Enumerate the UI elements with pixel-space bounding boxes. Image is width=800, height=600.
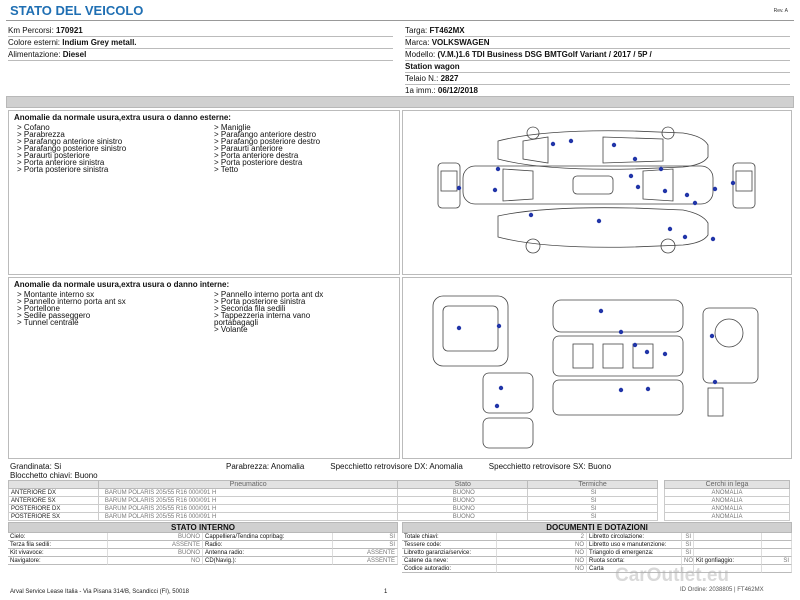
list-item: > Parafango posteriore sinistro (17, 144, 127, 153)
vehicle-info-left (8, 25, 393, 61)
external-damage-panel (8, 110, 400, 275)
grid-cell: CD(Navig.): (203, 557, 333, 565)
list-item: > Volante (214, 325, 248, 334)
list-item: > Maniglie (214, 123, 251, 132)
list-item: > Pannello interno porta ant dx (214, 290, 324, 299)
revision-label: Rev. A (773, 8, 788, 14)
internal-damage-col1 (17, 291, 214, 333)
imm-value: 06/12/2018 (437, 86, 478, 95)
km-row: Km Percorsi: 170921 (8, 25, 393, 37)
list-item: > Tunnel centrale (17, 318, 79, 327)
modello-row: Modello: (V.M.)1.6 TDI Business DSG BMTGolf Variant / 2017 / 5P / (405, 49, 790, 61)
grid-cell: NO (108, 557, 203, 565)
stato-interno-block (8, 522, 398, 565)
grid-cell: Cielo: (8, 533, 108, 541)
damage-dot (633, 343, 637, 347)
table-row: ANOMALIA (665, 505, 790, 513)
damage-dot (685, 193, 689, 197)
list-item: > Tetto (214, 165, 239, 174)
external-damage-list (9, 122, 399, 173)
specchio-dx-status: Specchietto retrovisore DX: Anomalia (330, 462, 463, 471)
grid-cell: Ruota scorta: (587, 557, 682, 565)
grid-cell: Tessere code: (402, 541, 497, 549)
list-item: > Porta posteriore destra (214, 158, 303, 167)
list-item: > Parafango anteriore sinistro (17, 137, 123, 146)
list-item: > Parabrezza (17, 130, 65, 139)
table-row: ANTERIORE SX BARUM POLARIS 205/55 R16 000/091 H BUONO SI (9, 497, 658, 505)
grid-cell: SI (682, 541, 694, 549)
documenti-block (402, 522, 792, 573)
list-item: > Paraurti anteriore (214, 144, 283, 153)
damage-dot (711, 237, 715, 241)
grid-cell: Totale chiavi: (402, 533, 497, 541)
damage-dot (619, 388, 623, 392)
grid-cell (762, 533, 792, 541)
grid-cell: Kit gonfiaggio: (694, 557, 762, 565)
list-item: > Portellone (17, 304, 60, 313)
grid-cell: ASSENTE (333, 557, 398, 565)
damage-dot (663, 352, 667, 356)
damage-dot (668, 227, 672, 231)
list-item: > Sedile passeggero (17, 311, 91, 320)
telaio-row: Telaio N.: 2827 (405, 73, 790, 85)
grid-cell: Catene da neve: (402, 557, 497, 565)
modello-value-2: Station wagon (405, 62, 460, 71)
grid-cell: BUONO (108, 533, 203, 541)
fuel-value: Diesel (62, 50, 87, 59)
damage-dot (495, 404, 499, 408)
damage-dot (493, 188, 497, 192)
grid-cell: Cappelliera/Tendina copribag: (203, 533, 333, 541)
color-value: Indium Grey metall. (62, 38, 137, 47)
grid-cell (762, 565, 792, 573)
table-row: ANOMALIA (665, 497, 790, 505)
blocchetto-status: Blocchetto chiavi: Buono (10, 471, 98, 480)
list-item: > Parafango posteriore destro (214, 137, 321, 146)
list-item: > Montante interno sx (17, 290, 95, 299)
list-item: > Seconda fila sedili (214, 304, 286, 313)
internal-damage-panel (8, 277, 400, 459)
grid-cell: Libretto uso e manutenzione: (587, 541, 682, 549)
tyre-header: Pneumatico (98, 481, 397, 489)
vehicle-info-right (405, 25, 790, 97)
damage-dot (659, 167, 663, 171)
grid-cell: SI (762, 557, 792, 565)
damage-dot (693, 201, 697, 205)
grid-cell: NO (497, 557, 587, 565)
grid-cell: ASSENTE (333, 549, 398, 557)
table-row: ANOMALIA (665, 489, 790, 497)
grid-cell (694, 541, 762, 549)
grid-cell: SI (333, 541, 398, 549)
grid-cell: Navigatore: (8, 557, 108, 565)
specchio-sx-status: Specchietto retrovisore SX: Buono (488, 462, 612, 471)
grid-cell: Terza fila sedili: (8, 541, 108, 549)
damage-dot (645, 350, 649, 354)
damage-dot (633, 157, 637, 161)
damage-dot (683, 235, 687, 239)
damage-dot (646, 387, 650, 391)
grid-cell: BUONO (108, 549, 203, 557)
imm-row: 1a imm.: 06/12/2018 (405, 85, 790, 97)
header-divider (6, 20, 794, 21)
cerchi-header: Cerchi in lega (665, 481, 790, 489)
grid-cell: Radio: (203, 541, 333, 549)
grid-cell (694, 533, 762, 541)
car-interior-diagram (403, 278, 793, 460)
modello-value: (V.M.)1.6 TDI Business DSG BMTGolf Variant / 2017 / 5P / (437, 50, 652, 59)
parabrezza-status: Parabrezza: Anomalia (226, 462, 305, 471)
grid-cell (694, 549, 762, 557)
damage-dot (457, 326, 461, 330)
grid-cell: Codice autoradio: (402, 565, 497, 573)
stato-interno-title: STATO INTERNO (8, 522, 398, 533)
damage-dot (713, 187, 717, 191)
grid-cell: ASSENTE (108, 541, 203, 549)
grid-cell: NO (684, 558, 693, 564)
list-item: > Tappezzeria interna vano (214, 311, 311, 320)
grid-cell: NO (497, 549, 587, 557)
damage-dot (599, 309, 603, 313)
table-row: ANTERIORE DX BARUM POLARIS 205/55 R16 000/091 H BUONO SI (9, 489, 658, 497)
list-item: > Porta posteriore sinistra (17, 165, 109, 174)
internal-damage-list (9, 289, 399, 333)
documenti-grid (402, 533, 792, 573)
section-bar (6, 96, 794, 108)
table-row: ANOMALIA (665, 513, 790, 521)
targa-value: FT462MX (429, 26, 465, 35)
table-row: POSTERIORE SX BARUM POLARIS 205/55 R16 000/091 H BUONO SI (9, 513, 658, 521)
grid-cell: 2 (497, 533, 587, 541)
damage-dot (569, 139, 573, 143)
fuel-row: Alimentazione: Diesel (8, 49, 393, 61)
grandinata: Grandinata: Si (10, 462, 62, 471)
damage-dot (636, 185, 640, 189)
summary-block (10, 462, 790, 480)
cerchi-table (664, 480, 790, 521)
damage-dot (499, 386, 503, 390)
documenti-title: DOCUMENTI E DOTAZIONI (402, 522, 792, 533)
telaio-value: 2827 (440, 74, 459, 83)
damage-dot (457, 186, 461, 190)
damage-dot (710, 334, 714, 338)
list-item: > Paraurti posteriore (17, 151, 90, 160)
grid-cell: Kit vivavoce: (8, 549, 108, 557)
list-item: > Parafango anteriore destro (214, 130, 317, 139)
grid-cell: Libretto garanzia/service: (402, 549, 497, 557)
list-item: > Porta anteriore destra (214, 151, 299, 160)
list-item: > Porta posteriore sinistra (214, 297, 306, 306)
km-value: 170921 (56, 26, 83, 35)
grid-cell (762, 541, 792, 549)
grid-cell: SI (333, 533, 398, 541)
internal-damage-col2 (214, 291, 404, 333)
list-item: portabagagli (214, 318, 259, 327)
damage-dot (551, 142, 555, 146)
internal-damage-title: Anomalie da normale usura,extra usura o danno interne: (14, 280, 230, 289)
stato-header: Stato (398, 481, 528, 489)
damage-dot (597, 219, 601, 223)
damage-dot (612, 143, 616, 147)
list-item: > Pannello interno porta ant sx (17, 297, 126, 306)
watermark-logo: CarOutlet.eu (615, 565, 730, 586)
list-item: > Cofano (17, 123, 50, 132)
tyres-table (8, 480, 658, 521)
grid-cell: Antenna radio: (203, 549, 333, 557)
external-diagram-panel (402, 110, 792, 275)
list-item: > Porta anteriore sinistra (17, 158, 105, 167)
targa-row: Targa: FT462MX (405, 25, 790, 37)
marca-value: VOLKSWAGEN (431, 38, 490, 47)
grid-cell: SI (682, 549, 694, 557)
grid-cell: NO (497, 541, 587, 549)
termiche-header: Termiche (528, 481, 658, 489)
footer-address: Arval Service Lease Italia - Via Pisana 314/B, Scandicci (FI), 50018 (10, 589, 189, 595)
grid-cell: Carta (587, 565, 682, 573)
page-number: 1 (384, 589, 388, 595)
color-row: Colore esterni: Indium Grey metall. (8, 37, 393, 49)
external-damage-col1 (17, 124, 214, 173)
damage-dot (497, 324, 501, 328)
external-damage-title: Anomalie da normale usura,extra usura o danno esterne: (14, 113, 231, 122)
damage-dot (619, 330, 623, 334)
grid-cell: Triangolo di emergenza: (587, 549, 682, 557)
car-exterior-diagram (403, 111, 793, 276)
stato-interno-grid (8, 533, 398, 565)
damage-dot (629, 174, 633, 178)
internal-diagram-panel (402, 277, 792, 459)
damage-dot (663, 189, 667, 193)
page-title: STATO DEL VEICOLO (10, 3, 144, 18)
grid-cell (762, 549, 792, 557)
modello-row-2 (405, 61, 790, 73)
grid-cell: SI (682, 533, 694, 541)
damage-dot (731, 181, 735, 185)
footer-order-id: ID Ordine: 2038805 | FT462MX (680, 587, 764, 593)
table-row: POSTERIORE DX BARUM POLARIS 205/55 R16 000/091 H BUONO SI (9, 505, 658, 513)
marca-row: Marca: VOLKSWAGEN (405, 37, 790, 49)
damage-dot (496, 167, 500, 171)
damage-dot (713, 380, 717, 384)
external-damage-col2 (214, 124, 404, 173)
grid-cell: NO (497, 565, 587, 573)
damage-dot (529, 213, 533, 217)
grid-cell: Libretto circolazione: (587, 533, 682, 541)
